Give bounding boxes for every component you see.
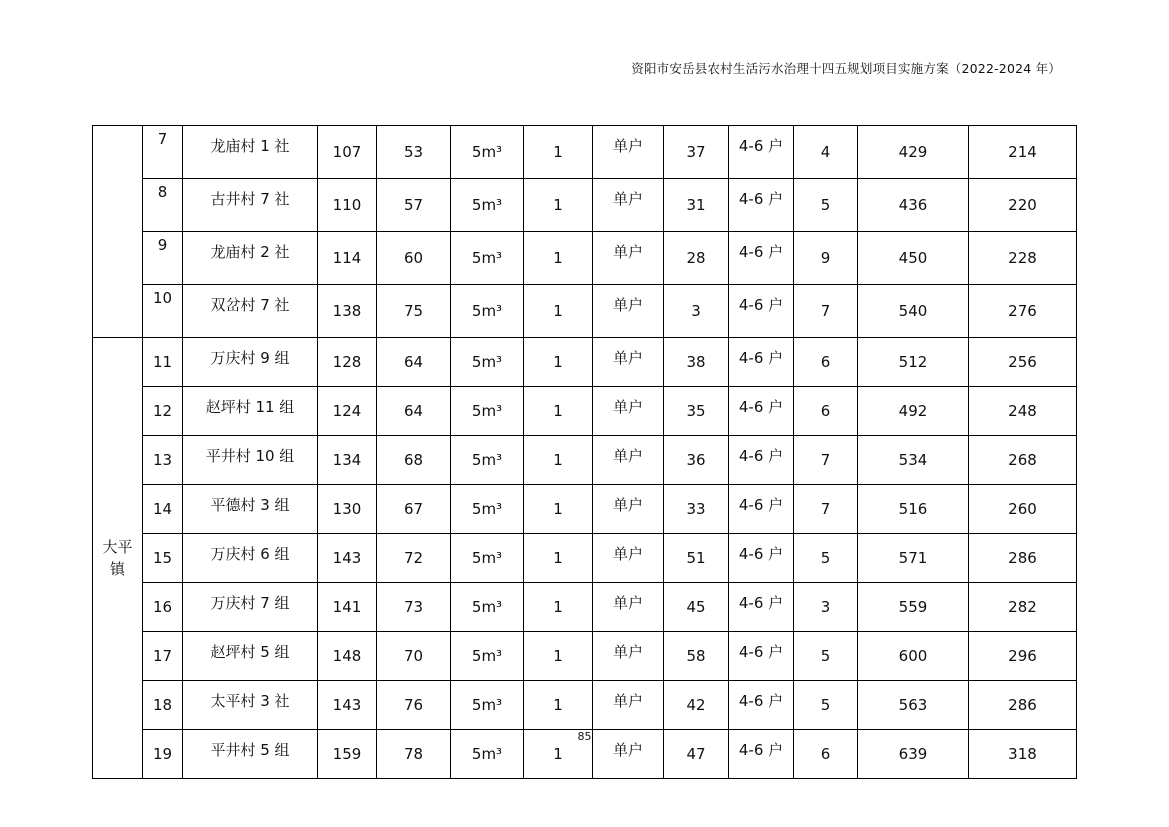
- value-cell: 534: [858, 436, 969, 485]
- unit-count-cell: 1: [524, 583, 593, 632]
- row-number-cell: 14: [143, 485, 183, 534]
- value-cell: 28: [664, 232, 729, 285]
- value-cell: 42: [664, 681, 729, 730]
- value-cell: 138: [318, 285, 377, 338]
- value-cell: 148: [318, 632, 377, 681]
- value-cell: 5: [794, 179, 858, 232]
- row-number-cell: 15: [143, 534, 183, 583]
- scale-cell: 4-6 户: [729, 285, 794, 338]
- type-cell: 单户: [593, 338, 664, 387]
- type-cell: 单户: [593, 681, 664, 730]
- value-cell: 6: [794, 387, 858, 436]
- table-row: [93, 338, 1077, 387]
- scale-cell: 4-6 户: [729, 338, 794, 387]
- value-cell: 260: [969, 485, 1077, 534]
- value-cell: 141: [318, 583, 377, 632]
- page-number: 85: [577, 730, 592, 743]
- capacity-cell: 5m³: [451, 232, 524, 285]
- capacity-cell: 5m³: [451, 583, 524, 632]
- table-row: [93, 534, 1077, 583]
- unit-count-cell: 1: [524, 436, 593, 485]
- capacity-cell: 5m³: [451, 436, 524, 485]
- unit-count-cell: 1: [524, 730, 593, 779]
- scale-cell: 4-6 户: [729, 126, 794, 179]
- value-cell: 53: [377, 126, 451, 179]
- value-cell: 38: [664, 338, 729, 387]
- value-cell: 31: [664, 179, 729, 232]
- value-cell: 73: [377, 583, 451, 632]
- value-cell: 143: [318, 534, 377, 583]
- value-cell: 276: [969, 285, 1077, 338]
- value-cell: 600: [858, 632, 969, 681]
- village-name-cell: 万庆村 6 组: [183, 534, 318, 583]
- village-name-cell: 平井村 10 组: [183, 436, 318, 485]
- value-cell: 563: [858, 681, 969, 730]
- value-cell: 72: [377, 534, 451, 583]
- village-name-cell: 双岔村 7 社: [183, 285, 318, 338]
- value-cell: 110: [318, 179, 377, 232]
- row-number-cell: 18: [143, 681, 183, 730]
- scale-cell: 4-6 户: [729, 387, 794, 436]
- value-cell: 51: [664, 534, 729, 583]
- value-cell: 64: [377, 338, 451, 387]
- table-row: [93, 583, 1077, 632]
- capacity-cell: 5m³: [451, 681, 524, 730]
- table-row: [93, 285, 1077, 338]
- town-name-cell: [93, 338, 143, 779]
- row-number-cell: 12: [143, 387, 183, 436]
- value-cell: 7: [794, 485, 858, 534]
- value-cell: 57: [377, 179, 451, 232]
- scale-cell: 4-6 户: [729, 583, 794, 632]
- town-name-cell: [93, 126, 143, 338]
- table-row: [93, 681, 1077, 730]
- value-cell: 559: [858, 583, 969, 632]
- value-cell: 64: [377, 387, 451, 436]
- table-row: [93, 436, 1077, 485]
- town-name: 大平镇: [102, 538, 133, 578]
- value-cell: 107: [318, 126, 377, 179]
- village-name-cell: 万庆村 7 组: [183, 583, 318, 632]
- value-cell: 6: [794, 730, 858, 779]
- village-name-cell: 太平村 3 社: [183, 681, 318, 730]
- unit-count-cell: 1: [524, 285, 593, 338]
- unit-count-cell: 1: [524, 179, 593, 232]
- value-cell: 436: [858, 179, 969, 232]
- table-row: [93, 126, 1077, 179]
- value-cell: 128: [318, 338, 377, 387]
- value-cell: 214: [969, 126, 1077, 179]
- unit-count-cell: 1: [524, 338, 593, 387]
- data-table: [92, 125, 1077, 779]
- scale-cell: 4-6 户: [729, 436, 794, 485]
- type-cell: 单户: [593, 436, 664, 485]
- value-cell: 37: [664, 126, 729, 179]
- village-name-cell: 万庆村 9 组: [183, 338, 318, 387]
- row-number-cell: 13: [143, 436, 183, 485]
- unit-count-cell: 1: [524, 632, 593, 681]
- table-body: [93, 126, 1077, 779]
- value-cell: 9: [794, 232, 858, 285]
- value-cell: 256: [969, 338, 1077, 387]
- value-cell: 45: [664, 583, 729, 632]
- value-cell: 286: [969, 681, 1077, 730]
- value-cell: 512: [858, 338, 969, 387]
- value-cell: 7: [794, 285, 858, 338]
- row-number-cell: 11: [143, 338, 183, 387]
- value-cell: 58: [664, 632, 729, 681]
- capacity-cell: 5m³: [451, 730, 524, 779]
- scale-cell: 4-6 户: [729, 632, 794, 681]
- scale-cell: 4-6 户: [729, 485, 794, 534]
- value-cell: 6: [794, 338, 858, 387]
- value-cell: 60: [377, 232, 451, 285]
- value-cell: 76: [377, 681, 451, 730]
- value-cell: 5: [794, 632, 858, 681]
- value-cell: 450: [858, 232, 969, 285]
- type-cell: 单户: [593, 179, 664, 232]
- table-row: [93, 485, 1077, 534]
- type-cell: 单户: [593, 232, 664, 285]
- value-cell: 143: [318, 681, 377, 730]
- type-cell: 单户: [593, 730, 664, 779]
- unit-count-cell: 1: [524, 126, 593, 179]
- unit-count-cell: 1: [524, 232, 593, 285]
- value-cell: 35: [664, 387, 729, 436]
- village-name-cell: 赵坪村 5 组: [183, 632, 318, 681]
- capacity-cell: 5m³: [451, 126, 524, 179]
- row-number-cell: 19: [143, 730, 183, 779]
- type-cell: 单户: [593, 285, 664, 338]
- capacity-cell: 5m³: [451, 285, 524, 338]
- value-cell: 516: [858, 485, 969, 534]
- value-cell: 5: [794, 681, 858, 730]
- type-cell: 单户: [593, 126, 664, 179]
- row-number-cell: 8: [143, 179, 183, 232]
- value-cell: 268: [969, 436, 1077, 485]
- type-cell: 单户: [593, 583, 664, 632]
- value-cell: 3: [664, 285, 729, 338]
- value-cell: 134: [318, 436, 377, 485]
- value-cell: 5: [794, 534, 858, 583]
- type-cell: 单户: [593, 485, 664, 534]
- table-row: [93, 387, 1077, 436]
- capacity-cell: 5m³: [451, 534, 524, 583]
- table-row: [93, 232, 1077, 285]
- value-cell: 571: [858, 534, 969, 583]
- value-cell: 220: [969, 179, 1077, 232]
- village-name-cell: 平德村 3 组: [183, 485, 318, 534]
- row-number-cell: 17: [143, 632, 183, 681]
- village-name-cell: 赵坪村 11 组: [183, 387, 318, 436]
- value-cell: 36: [664, 436, 729, 485]
- scale-cell: 4-6 户: [729, 730, 794, 779]
- scale-cell: 4-6 户: [729, 232, 794, 285]
- value-cell: 68: [377, 436, 451, 485]
- value-cell: 296: [969, 632, 1077, 681]
- type-cell: 单户: [593, 534, 664, 583]
- row-number-cell: 10: [143, 285, 183, 338]
- row-number-cell: 9: [143, 232, 183, 285]
- table-row: [93, 179, 1077, 232]
- capacity-cell: 5m³: [451, 387, 524, 436]
- value-cell: 7: [794, 436, 858, 485]
- value-cell: 248: [969, 387, 1077, 436]
- type-cell: 单户: [593, 632, 664, 681]
- value-cell: 130: [318, 485, 377, 534]
- scale-cell: 4-6 户: [729, 179, 794, 232]
- scale-cell: 4-6 户: [729, 681, 794, 730]
- row-number-cell: 16: [143, 583, 183, 632]
- unit-count-cell: 1: [524, 485, 593, 534]
- unit-count-cell: 1: [524, 387, 593, 436]
- capacity-cell: 5m³: [451, 485, 524, 534]
- capacity-cell: 5m³: [451, 179, 524, 232]
- value-cell: 78: [377, 730, 451, 779]
- value-cell: 33: [664, 485, 729, 534]
- value-cell: 114: [318, 232, 377, 285]
- page-header-title: 资阳市安岳县农村生活污水治理十四五规划项目实施方案（2022-2024 年）: [631, 61, 1061, 76]
- village-name-cell: 古井村 7 社: [183, 179, 318, 232]
- value-cell: 67: [377, 485, 451, 534]
- village-name-cell: 龙庙村 1 社: [183, 126, 318, 179]
- value-cell: 228: [969, 232, 1077, 285]
- value-cell: 429: [858, 126, 969, 179]
- value-cell: 639: [858, 730, 969, 779]
- value-cell: 70: [377, 632, 451, 681]
- value-cell: 540: [858, 285, 969, 338]
- table-row: [93, 632, 1077, 681]
- value-cell: 282: [969, 583, 1077, 632]
- unit-count-cell: 1: [524, 681, 593, 730]
- row-number-cell: 7: [143, 126, 183, 179]
- value-cell: 159: [318, 730, 377, 779]
- village-name-cell: 平井村 5 组: [183, 730, 318, 779]
- value-cell: 4: [794, 126, 858, 179]
- capacity-cell: 5m³: [451, 632, 524, 681]
- capacity-cell: 5m³: [451, 338, 524, 387]
- village-name-cell: 龙庙村 2 社: [183, 232, 318, 285]
- value-cell: 75: [377, 285, 451, 338]
- value-cell: 124: [318, 387, 377, 436]
- value-cell: 318: [969, 730, 1077, 779]
- value-cell: 492: [858, 387, 969, 436]
- unit-count-cell: 1: [524, 534, 593, 583]
- value-cell: 286: [969, 534, 1077, 583]
- scale-cell: 4-6 户: [729, 534, 794, 583]
- value-cell: 47: [664, 730, 729, 779]
- value-cell: 3: [794, 583, 858, 632]
- type-cell: 单户: [593, 387, 664, 436]
